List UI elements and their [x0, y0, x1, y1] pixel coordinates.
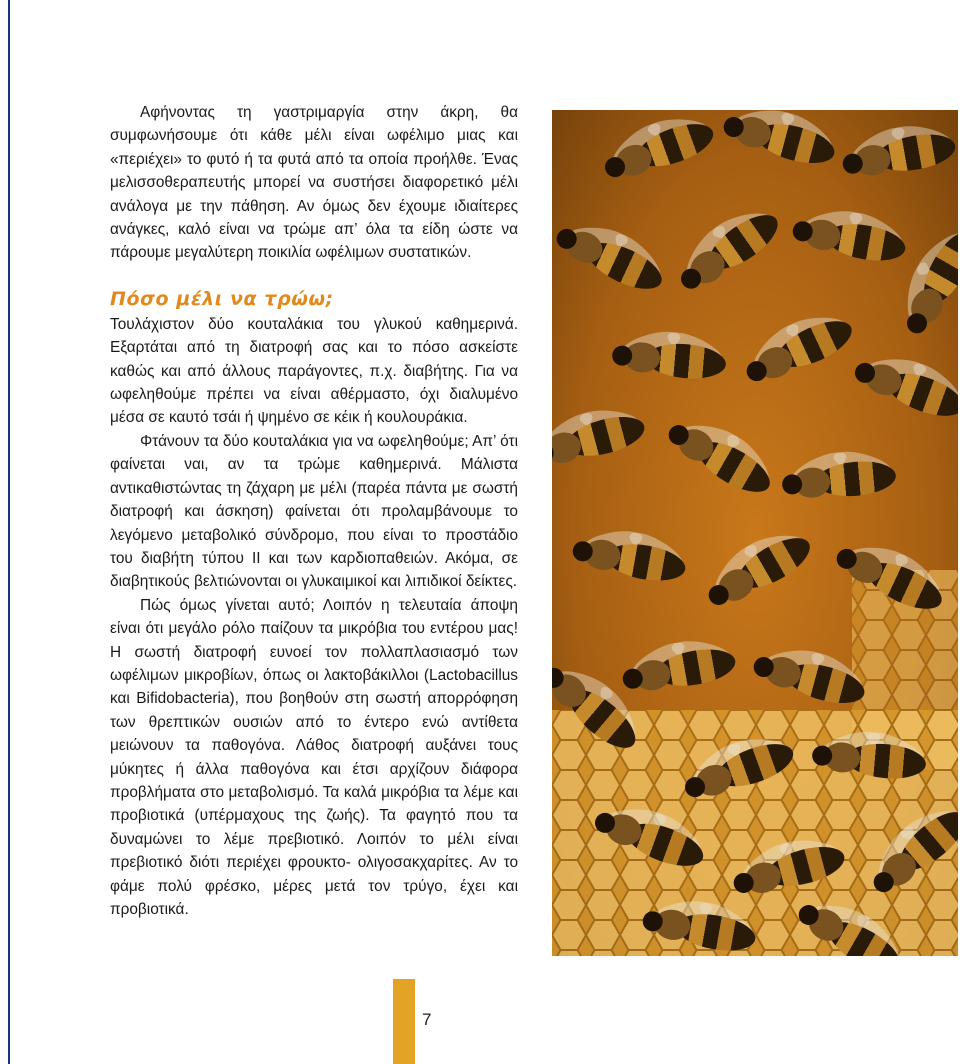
- body-paragraph-2: Φτάνουν τα δύο κουταλάκια για να ωφεληθούμε; Απ’ ότι φαίνεται ναι, αν τα τρώμε καθημερινά. Μάλιστα αντικαθιστώντας τη ζάχαρη με μέλι (παρέα πάντα με σωστή διατροφή και άσκηση) φαίνεται ότι προλαμβάνουμε το λεγόμενο μεταβολικό σύνδρομο, που είναι το προστάδιο του διαβήτη τύπου ΙΙ και των καρδιοπαθειών. Ακόμα, σε διαβητικούς βελτιώνονται οι γλυκαιμικοί και λιπιδικοί δείκτες.: [110, 432, 518, 591]
- page-number: 7: [422, 1010, 432, 1029]
- left-margin-rule: [8, 0, 10, 1064]
- section-heading: Πόσο μέλι να τρώω;: [110, 287, 334, 310]
- article-text-column: [110, 101, 518, 921]
- bees-honeycomb-photo: [552, 110, 958, 956]
- body-paragraph-3: Πώς όμως γίνεται αυτό; Λοιπόν η τελευταία άποψη είναι ότι μεγάλο ρόλο παίζουν τα μικρόβια του εντέρου μας! Η σωστή διατροφή ευνοεί τον πολλαπλασιασμό των ωφέλιμων μικροβίων, όπως οι λακτοβάκιλλοι (Lactobacillus και Bifidobacteria), που βοηθούν στη σωστή απορρόφηση των θρεπτικών ουσιών από το έντερο ενώ αντίθετα μειώνουν τα παθογόνα. Λάθος διατροφή αυξάνει τους μύκητες ή άλλα παθογόνα και έτσι αρχίζουν διάφορα προβλήματα στο μεταβολισμό. Τα καλά μικρόβια τα λέμε και προβιοτικά (υπέρμαχους της ζωής). Τα φαγητό που τα δυναμώνει το λέμε πρεβιοτικό. Λοιπόν το μέλι είναι πρεβιοτικό διότι περιέχει φρουκτο- ολιγοσακχαρίτες. Αν το φάμε πολύ φρέσκο, μέρες μετά τον τρύγο, έχει και προβιοτικά.: [110, 596, 518, 918]
- page-number-tab: [393, 979, 415, 1064]
- intro-paragraph: Αφήνοντας τη γαστριμαργία στην άκρη, θα συμφωνήσουμε ότι κάθε μέλι είναι ωφέλιμο μιας και «περιέχει» το φυτό ή τα φυτά από τα οποία προήλθε. Ένας μελισσοθεραπευτής μπορεί να συστήσει διαφορετικό μέλι ανάλογα με την πάθηση. Αν όμως δεν έχουμε ιδιαίτερες ανάγκες, καλό είναι να τρώμε απ’ όλα τα είδη ώστε να πάρουμε μεγαλύτερη ποικιλία ωφέλιμων συστατικών.: [110, 104, 518, 262]
- body-paragraph-1: Τουλάχιστον δύο κουταλάκια του γλυκού καθημερινά. Εξαρτάται από τη διατροφή σας και το πόσο ασκείστε καθώς και από άλλους παράγοντες, π.χ. διαβήτης. Για να ωφεληθούμε πρέπει να είναι αθέρμαστο, όχι διαλυμένο μέσα σε καυτό τσάι ή ψημένο σε κέικ ή κουλουράκια.: [110, 315, 518, 427]
